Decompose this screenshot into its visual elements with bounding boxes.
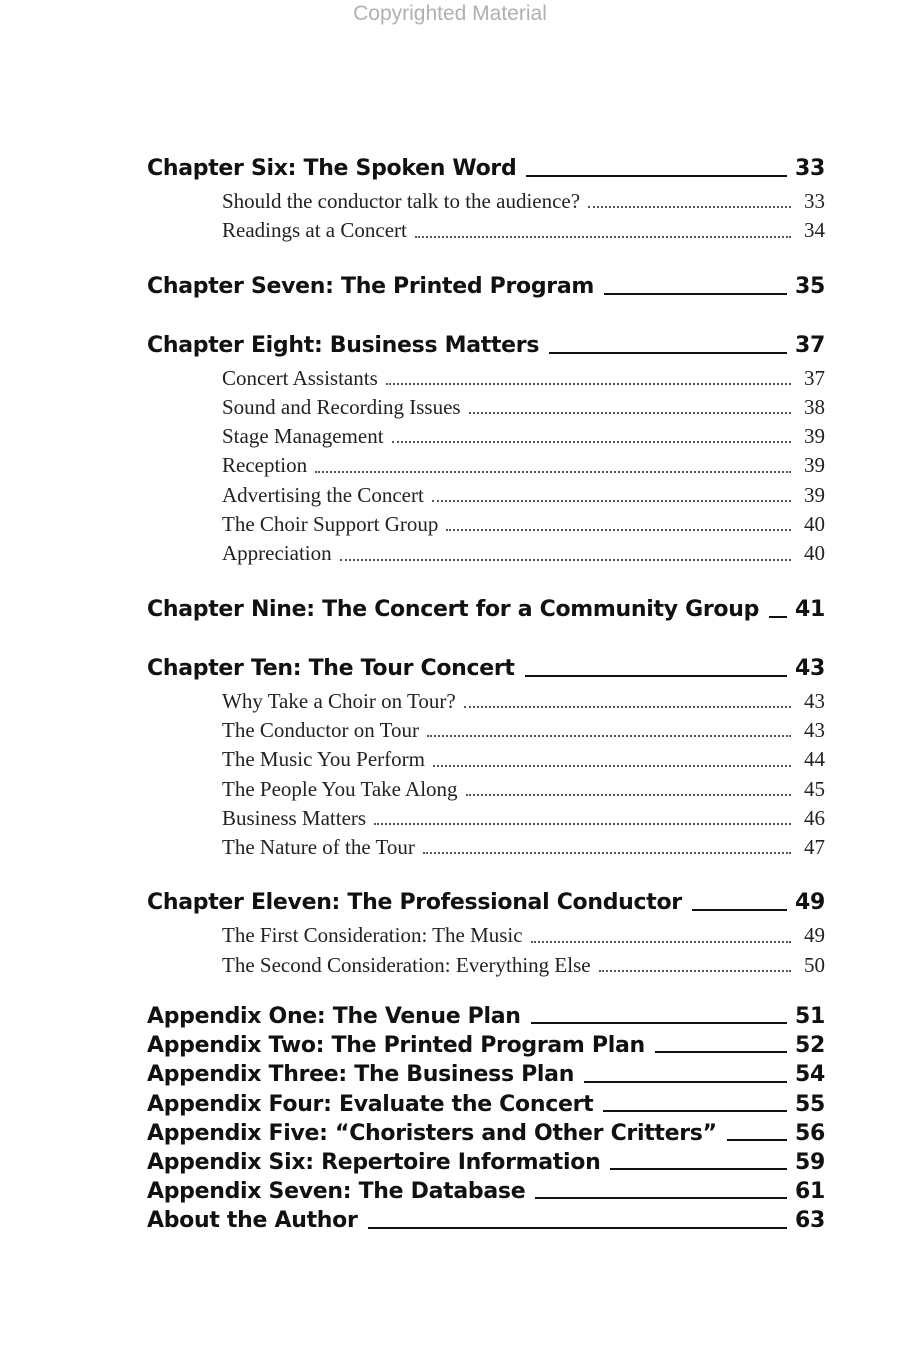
toc-section[interactable] — [222, 216, 825, 245]
toc-section[interactable] — [222, 921, 825, 950]
page-number: 39 — [804, 424, 825, 449]
page-number: 43 — [804, 717, 825, 742]
dot-leader — [423, 852, 791, 854]
page-number: 63 — [795, 1208, 826, 1234]
page-number: 35 — [795, 273, 826, 299]
dot-leader — [340, 559, 791, 561]
section-title: Appreciation — [222, 541, 332, 566]
copyright-watermark: Copyrighted Material — [353, 2, 547, 25]
section-title: Should the conductor talk to the audience? — [222, 189, 581, 213]
section-title: The Music You Perform — [222, 747, 425, 772]
section-title: Why Take a Choir on Tour? — [222, 688, 456, 713]
toc-chapter-ten[interactable] — [147, 650, 825, 687]
toc-section[interactable] — [222, 804, 825, 833]
toc-appendix-five[interactable] — [147, 1119, 825, 1148]
section-title: Sound and Recording Issues — [222, 394, 461, 419]
dot-leader — [466, 794, 791, 796]
page-number: 46 — [804, 805, 825, 830]
appendix-title: Appendix Seven: The Database — [147, 1179, 526, 1205]
leader-line — [535, 1197, 787, 1199]
page-number: 37 — [804, 365, 825, 390]
page-number: 49 — [804, 923, 825, 948]
toc-appendix-three[interactable] — [147, 1060, 825, 1089]
dot-leader — [386, 383, 791, 385]
dot-leader — [432, 500, 791, 502]
page-number: 45 — [804, 776, 825, 801]
toc-section[interactable] — [222, 451, 825, 480]
dot-leader — [427, 735, 791, 737]
page-number: 61 — [795, 1179, 826, 1205]
section-title: The Choir Support Group — [222, 512, 439, 537]
toc-section[interactable] — [222, 745, 825, 774]
toc-section[interactable] — [222, 539, 825, 568]
leader-line — [727, 1139, 787, 1141]
toc-appendix-six[interactable] — [147, 1148, 825, 1177]
toc-chapter-eight[interactable] — [147, 327, 825, 364]
leader-line — [368, 1227, 787, 1229]
page-number: 55 — [795, 1091, 826, 1117]
page-number: 39 — [804, 482, 825, 507]
toc-appendix-two[interactable] — [147, 1031, 825, 1060]
page-number: 33 — [795, 156, 826, 181]
toc-section[interactable] — [222, 422, 825, 451]
chapter-title: Chapter Ten: The Tour Concert — [147, 655, 515, 681]
section-title: The Second Consideration: Everything Else — [222, 952, 591, 977]
appendix-title: Appendix Six: Repertoire Information — [147, 1149, 601, 1175]
page-number: 54 — [795, 1062, 826, 1088]
leader-line — [526, 175, 787, 177]
page-number: 43 — [795, 655, 826, 681]
leader-line — [610, 1168, 787, 1170]
appendix-title: Appendix One: The Venue Plan — [147, 1004, 521, 1030]
toc-chapter-six[interactable] — [147, 150, 825, 187]
dot-leader — [392, 441, 791, 443]
page-number: 34 — [804, 218, 825, 243]
section-title: Concert Assistants — [222, 365, 378, 390]
dot-leader — [599, 970, 791, 972]
leader-line — [584, 1081, 787, 1083]
page-number: 47 — [804, 835, 825, 860]
leader-line — [692, 909, 787, 911]
section-title: The Conductor on Tour — [222, 717, 420, 742]
page-number: 40 — [804, 541, 825, 566]
page-number: 59 — [795, 1149, 826, 1175]
toc-chapter-seven[interactable] — [147, 268, 825, 305]
section-title: Stage Management — [222, 424, 384, 449]
page-number: 49 — [795, 890, 826, 916]
appendix-title: Appendix Two: The Printed Program Plan — [147, 1033, 645, 1059]
appendix-title: Appendix Three: The Business Plan — [147, 1062, 575, 1088]
dot-leader — [469, 412, 791, 414]
page-number: 52 — [795, 1033, 826, 1059]
page-number: 41 — [795, 596, 826, 622]
toc-section[interactable] — [222, 833, 825, 862]
page-number: 50 — [804, 952, 825, 977]
section-title: Advertising the Concert — [222, 482, 424, 507]
toc-section[interactable] — [222, 716, 825, 745]
leader-line — [531, 1022, 787, 1024]
appendix-title: Appendix Four: Evaluate the Concert — [147, 1091, 594, 1117]
toc-appendix-seven[interactable] — [147, 1177, 825, 1206]
appendix-title: About the Author — [147, 1208, 358, 1234]
page-number: 51 — [795, 1004, 826, 1030]
page-number: 33 — [804, 189, 825, 213]
leader-line — [655, 1051, 787, 1053]
section-title: The Nature of the Tour — [222, 835, 415, 860]
appendix-title: Appendix Five: “Choristers and Other Critters” — [147, 1120, 717, 1146]
section-title: Reception — [222, 453, 308, 478]
toc-section[interactable] — [222, 393, 825, 422]
page-number: 38 — [804, 394, 825, 419]
toc-section[interactable] — [222, 364, 825, 393]
table-of-contents — [147, 150, 825, 1236]
page-number: 43 — [804, 688, 825, 713]
leader-line — [525, 675, 787, 677]
toc-appendix-four[interactable] — [147, 1090, 825, 1119]
section-title: Business Matters — [222, 805, 367, 830]
chapter-title: Chapter Eight: Business Matters — [147, 332, 540, 358]
toc-section[interactable] — [222, 687, 825, 716]
toc-section[interactable] — [222, 775, 825, 804]
section-title: The People You Take Along — [222, 776, 458, 801]
toc-section[interactable] — [222, 481, 825, 510]
toc-section[interactable] — [222, 951, 825, 980]
dot-leader — [588, 206, 791, 208]
dot-leader — [374, 823, 791, 825]
toc-chapter-nine[interactable] — [147, 591, 825, 628]
leader-line — [604, 293, 787, 295]
section-title: The First Consideration: The Music — [222, 923, 523, 948]
page-number: 37 — [795, 332, 826, 358]
dot-leader — [446, 529, 791, 531]
toc-about-author[interactable] — [147, 1206, 825, 1235]
toc-section[interactable] — [222, 510, 825, 539]
toc-appendix-one[interactable] — [147, 1002, 825, 1031]
chapter-title: Chapter Nine: The Concert for a Community Group — [147, 596, 760, 622]
chapter-title: Chapter Eleven: The Professional Conductor — [147, 890, 682, 916]
toc-section[interactable] — [222, 187, 825, 216]
page-number: 39 — [804, 453, 825, 478]
toc-chapter-eleven[interactable] — [147, 884, 825, 921]
page-number: 56 — [795, 1120, 826, 1146]
section-title: Readings at a Concert — [222, 218, 407, 243]
page-number: 44 — [804, 747, 825, 772]
leader-line — [769, 616, 787, 618]
chapter-title: Chapter Six: The Spoken Word — [147, 156, 517, 181]
leader-line — [603, 1110, 787, 1112]
leader-line — [549, 352, 787, 354]
page-number: 40 — [804, 512, 825, 537]
dot-leader — [531, 941, 791, 943]
dot-leader — [315, 471, 791, 473]
dot-leader — [415, 236, 791, 238]
chapter-title: Chapter Seven: The Printed Program — [147, 273, 595, 299]
dot-leader — [433, 765, 791, 767]
dot-leader — [464, 706, 791, 708]
